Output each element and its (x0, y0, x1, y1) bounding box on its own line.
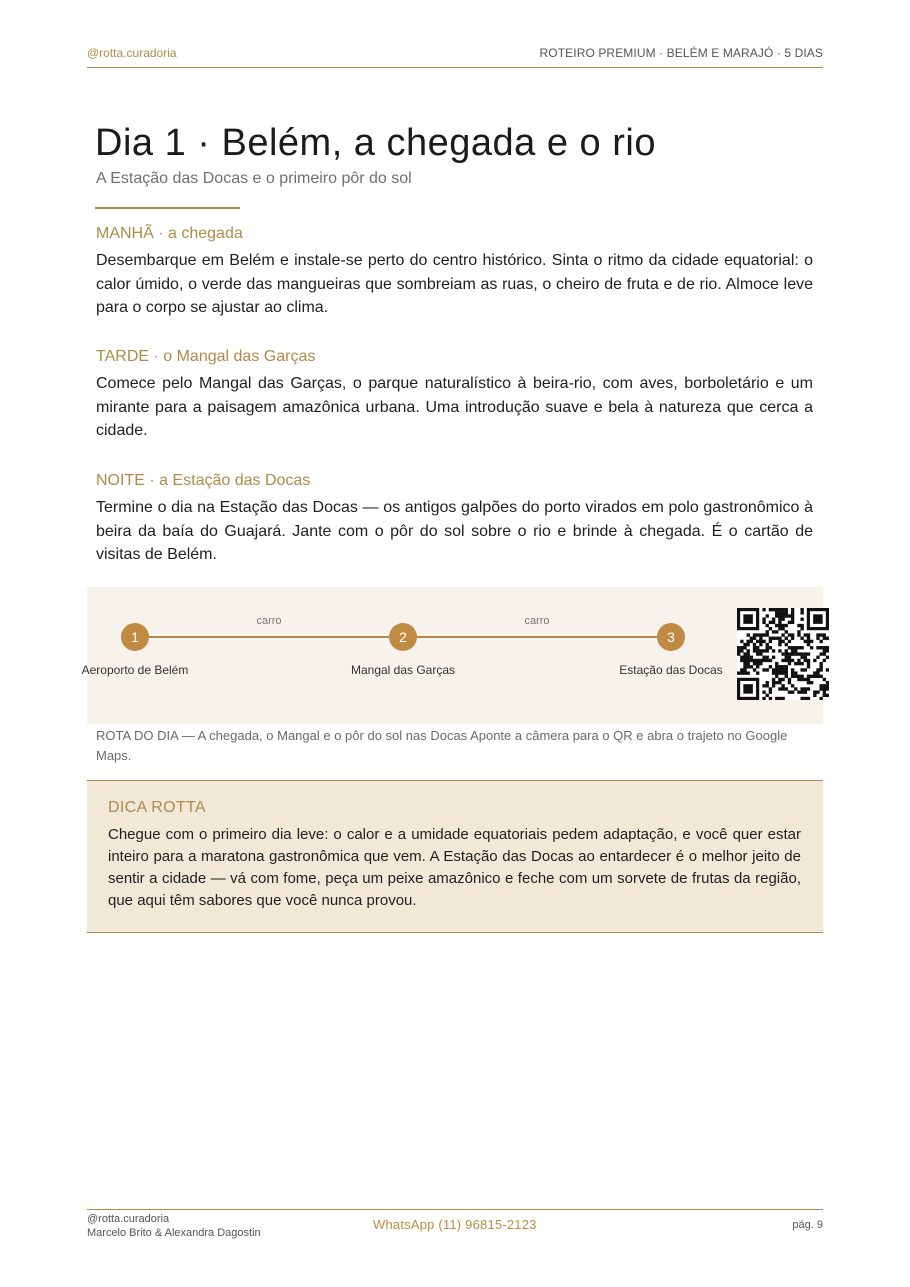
route-leg-line-1 (135, 636, 403, 638)
qr-code-graphic (737, 608, 829, 700)
page-subtitle: A Estação das Docas e o primeiro pôr do sol (96, 170, 412, 187)
page-title: Dia 1 · Belém, a chegada e o rio (95, 122, 656, 164)
route-stop-marker-1: 1 (121, 623, 149, 651)
tip-title: DICA ROTTA (108, 799, 206, 816)
title-divider (95, 207, 240, 209)
section-heading-night: NOITE · a Estação das Docas (96, 472, 311, 489)
route-stop-marker-3: 3 (657, 623, 685, 651)
route-stop-name-1: Aeroporto de Belém (81, 663, 189, 677)
route-stop-marker-2: 2 (389, 623, 417, 651)
route-caption: ROTA DO DIA — A chegada, o Mangal e o pôr do sol nas Docas Aponte a câmera para o QR e abra o trajeto no Google Maps. (96, 728, 788, 763)
route-leg-mode-2: carro (524, 615, 550, 627)
qr-code-icon[interactable] (737, 608, 829, 700)
footer-divider (87, 1209, 823, 1210)
footer-handle: @rotta.curadoria (87, 1213, 170, 1225)
header-divider (87, 67, 823, 68)
route-leg-line-2 (403, 636, 671, 638)
route-panel (87, 587, 823, 724)
section-text-afternoon: Comece pelo Mangal das Garças, o parque naturalístico à beira-rio, com aves, borboletário e um mirante para a paisagem amazônica urbana. Uma introdução suave e bela à natureza que cerca a cidade. (96, 375, 813, 439)
section-heading-morning: MANHÃ · a chegada (96, 225, 243, 242)
page-number: pág. 9 (792, 1219, 823, 1231)
tip-text: Chegue com o primeiro dia leve: o calor e a umidade equatoriais pedem adaptação, e você quer estar inteiro para a maratona gastronômica que vem. A Estação das Docas ao entardecer é o melhor jeito de sentir a cidade — vá com fome, peça um peixe amazônico e feche com um sorvete de frutas da região, que aqui têm sabores que você nunca provou. (108, 826, 801, 909)
footer-authors: Marcelo Brito & Alexandra Dagostin (87, 1227, 261, 1239)
section-heading-afternoon: TARDE · o Mangal das Garças (96, 348, 316, 365)
header-brand: @rotta.curadoria (87, 46, 177, 60)
section-text-night: Termine o dia na Estação das Docas — os antigos galpões do porto virados em polo gastronômico à beira da baía do Guajará. Jante com o pôr do sol sobre o rio e brinde à chegada. É o cartão de visitas de Belém. (96, 499, 813, 563)
header-doc-title: ROTEIRO PREMIUM · BELÉM E MARAJÓ · 5 DIAS (539, 46, 823, 60)
section-text-morning: Desembarque em Belém e instale-se perto do centro histórico. Sinta o ritmo da cidade equatorial: o calor úmido, o verde das mangueiras que sombreiam as ruas, o cheiro de fruta e de rio. Almoce leve para o corpo se ajustar ao clima. (96, 252, 813, 316)
route-stop-name-2: Mangal das Garças (350, 663, 456, 677)
footer-whatsapp-link[interactable]: WhatsApp (11) 96815-2123 (373, 1217, 537, 1232)
route-stop-name-3: Estação das Docas (619, 663, 723, 677)
route-leg-mode-1: carro (256, 615, 282, 627)
